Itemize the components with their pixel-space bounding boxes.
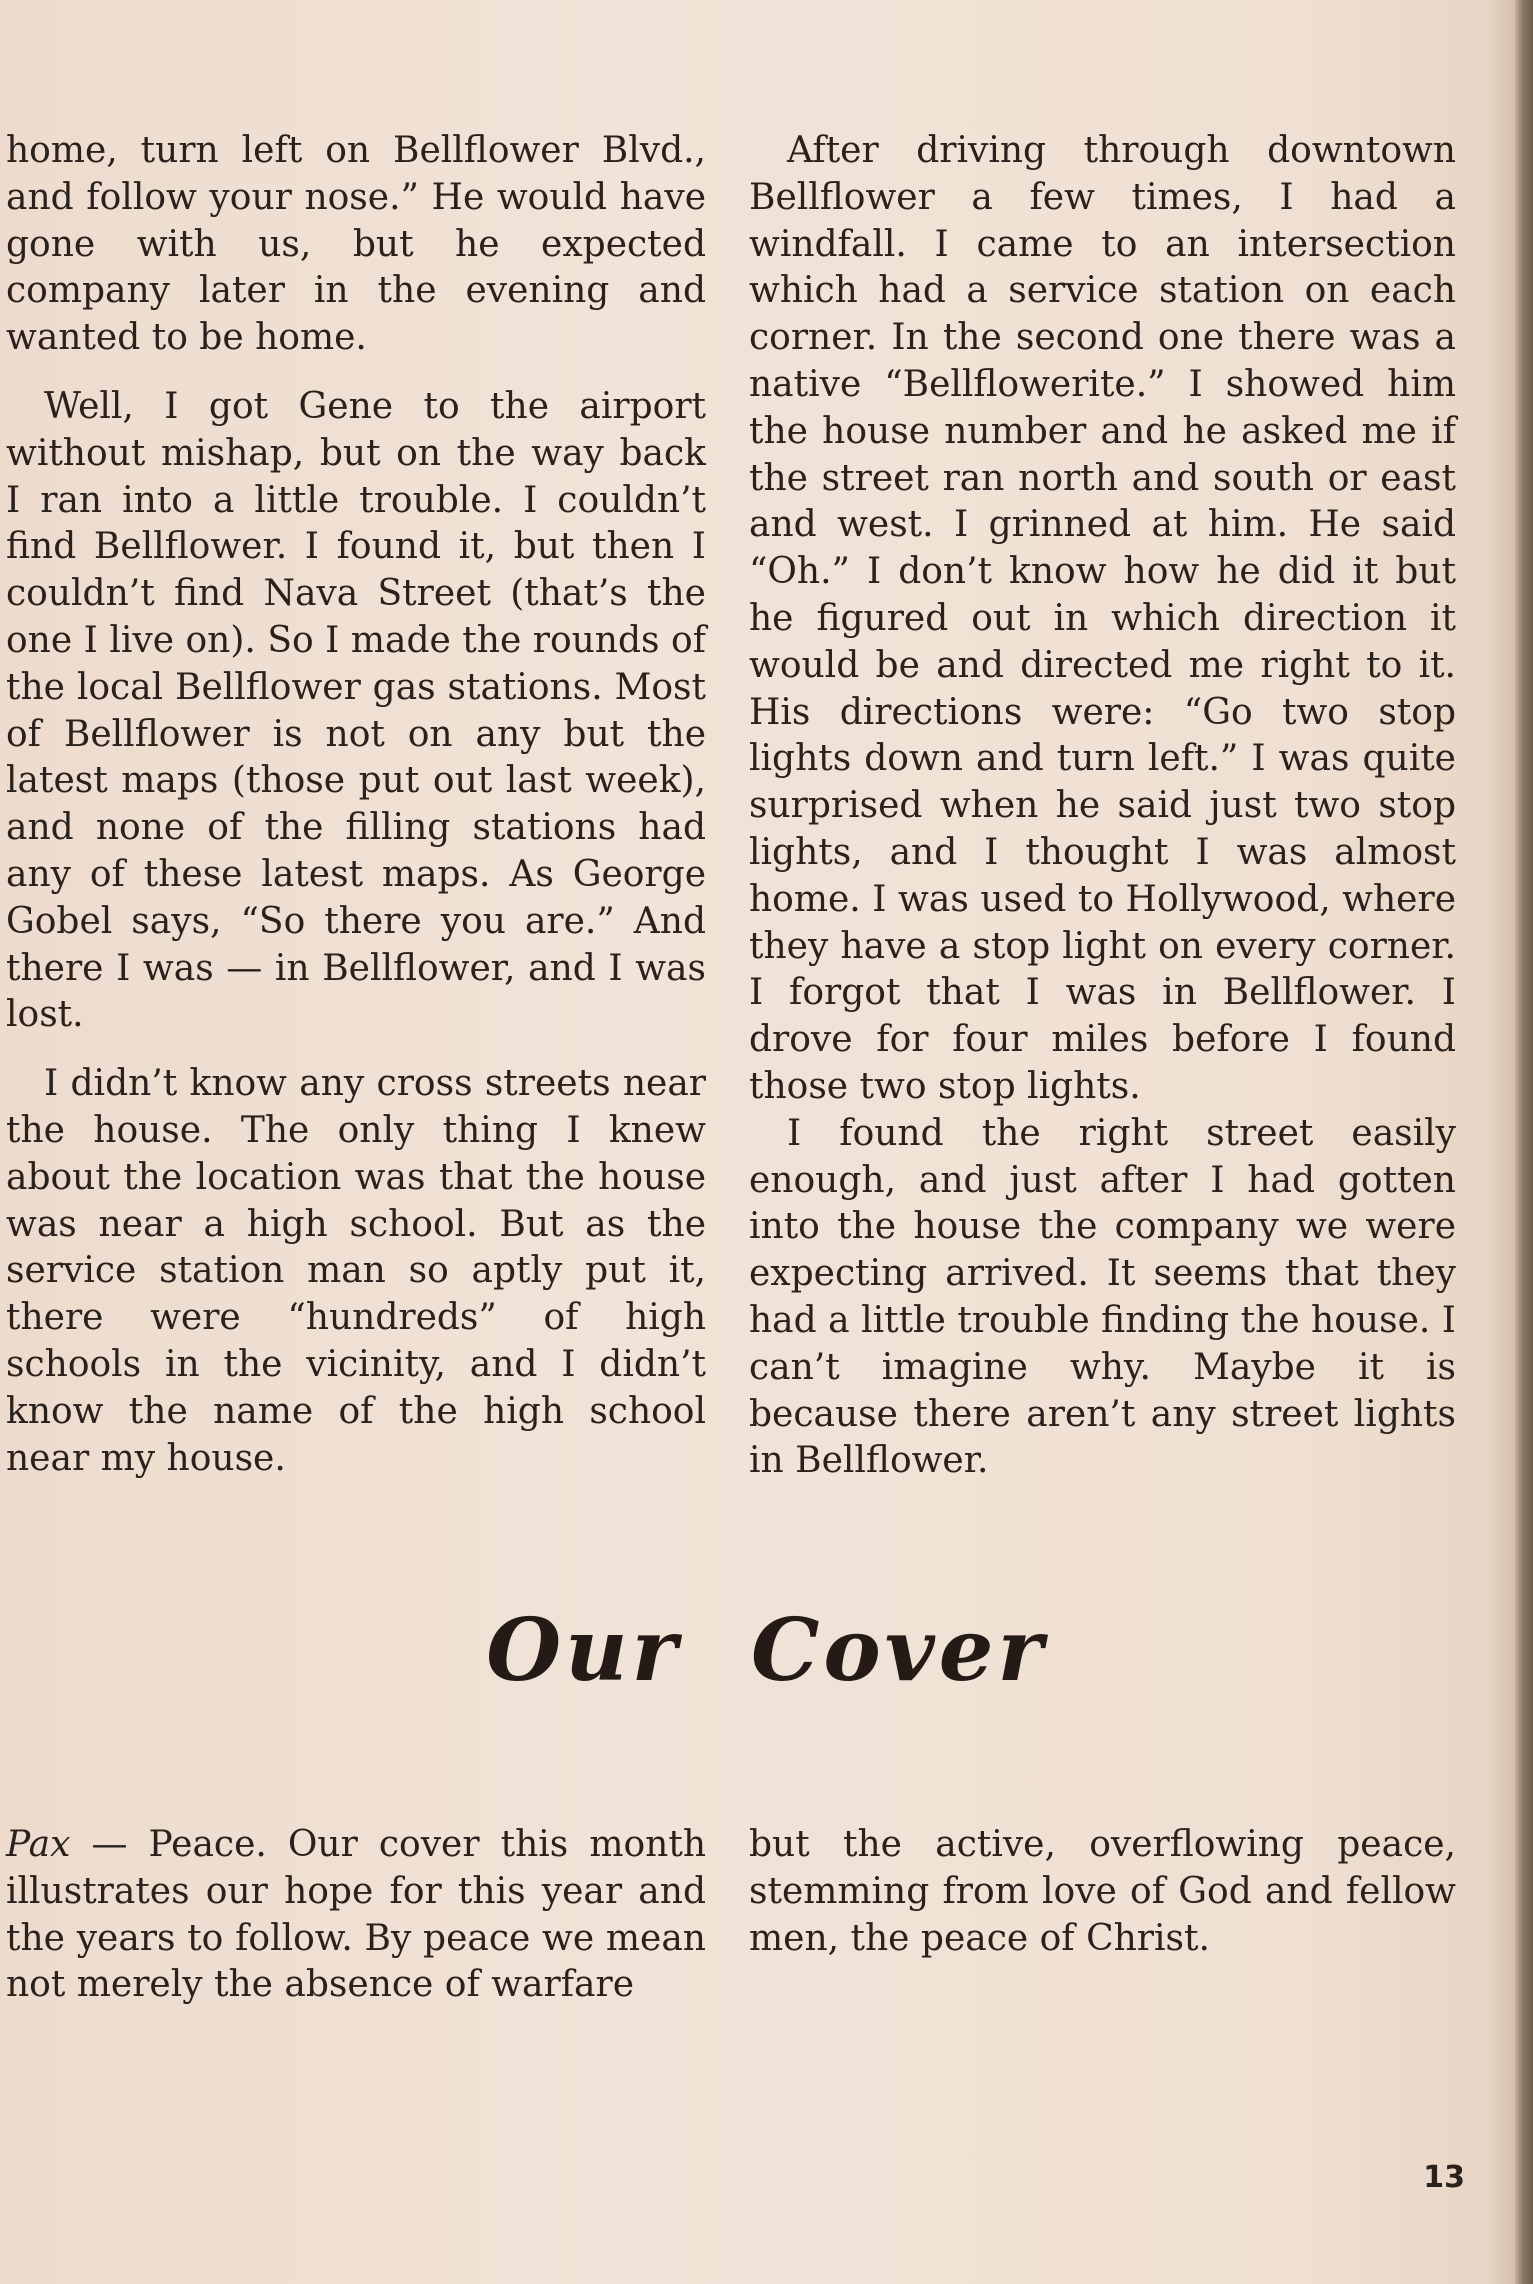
article-paragraph: I found the right street easily enough, and just after I had gotten into the house the company we were expecting arrived. It seems that they had a little trouble finding the house. I can’t imagine why. Maybe it is because there aren’t any street lights in Bellflower. [749,1112,1456,1482]
article-column-right [749,128,1456,1485]
page-binding-edge [1515,0,1533,2284]
cover-paragraph [6,1822,706,2009]
article-paragraph: After driving through downtown Bellflower a few times, I had a windfall. I came to an intersection which had a service station on each corner. In the second one there was a native “Bellflowerite.” I showed him the house number and he asked me if the street ran north and south or east and west. I grinned at him. He said “Oh.” I don’t know how he did it but he figured out in which direction it would be and directed me right to it. His directions were: “Go two stop lights down and turn left.” I was quite surprised when he said just two stop lights, and I thought I was almost home. I was used to Hollywood, where they have a stop light on every corner. I forgot that I was in Bellflower. I drove for four miles before I found those two stop lights. [749,130,1456,1107]
cover-text-left: — Peace. Our cover this month illustrates our hope for this year and the years to follow. By peace we mean not merely the absence of warfare [6,1824,706,2006]
heading-word-our: Our [486,1600,681,1701]
article-column-left [6,128,706,1482]
article-paragraph: I didn’t know any cross streets near the house. The only thing I knew about the location was that the house was near a high school. But as the service station man so aptly put it, there were “hundreds” of high schools in the vicinity, and I didn’t know the name of the high school near my house. [6,1063,706,1479]
cover-text-column-right [749,1822,1456,1962]
section-heading-our-cover [0,1600,1533,1750]
cover-text-column-left [6,1822,706,2009]
cover-lead-word: Pax [6,1824,71,1865]
article-paragraph: home, turn left on Bellflower Blvd., and follow your nose.” He would have gone with us, but he expected company later in the evening and wanted to be home. [6,130,706,359]
article-paragraph: Well, I got Gene to the airport without mishap, but on the way back I ran into a little trouble. I couldn’t find Bellflower. I found it, but then I couldn’t find Nava Street (that’s the one I live on). So I made the rounds of the local Bellflower gas stations. Most of Bellflower is not on any but the latest maps (those put out last week), and none of the filling stations had any of these latest maps. As George Gobel says, “So there you are.” And there I was — in Bellflower, and I was lost. [6,385,706,1036]
cover-paragraph: but the active, overflowing peace, stemming from love of God and fellow men, the peace of Christ. [749,1824,1456,1959]
page-number: 13 [1423,2160,1465,2195]
heading-word-cover: Cover [750,1600,1047,1701]
